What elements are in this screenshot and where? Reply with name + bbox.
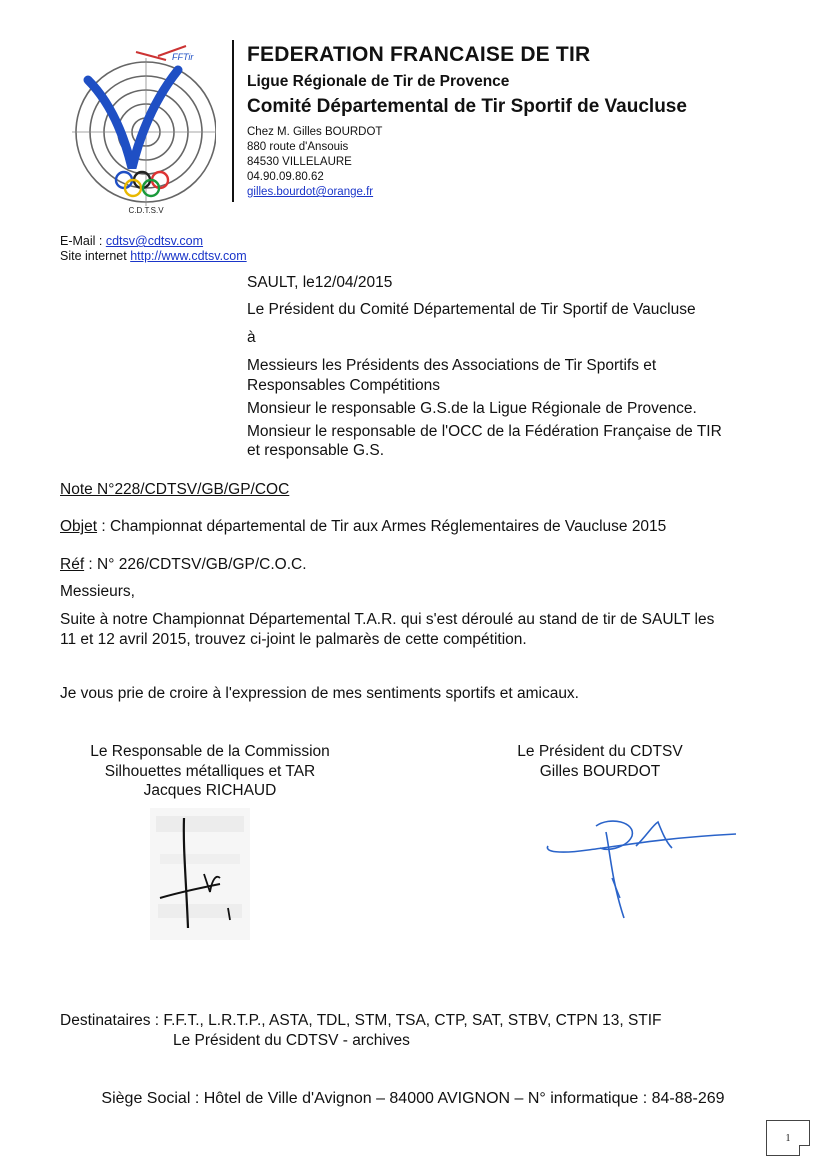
recipient-line: Monsieur le responsable G.S.de la Ligue Régionale de Provence. (247, 400, 697, 417)
header-email-link[interactable]: gilles.bourdot@orange.fr (247, 186, 374, 198)
signatory-left (40, 742, 380, 801)
destinataires-line: Destinataires : F.F.T., L.R.T.P., ASTA, TDL, STM, TSA, CTP, SAT, STBV, CTPN 13, STIF (60, 1012, 662, 1029)
svg-text:FFTir: FFTir (172, 52, 194, 62)
signatory-name: Gilles BOURDOT (539, 762, 661, 780)
objet-line (60, 517, 666, 537)
place-date: SAULT, le12/04/2015 (247, 274, 393, 291)
address-line: Chez M. Gilles BOURDOT (247, 126, 383, 138)
recipient-line: Monsieur le responsable de l'OCC de la Fédération Française de TIR (247, 423, 722, 440)
signatory-title: Le Président du CDTSV (517, 743, 683, 760)
body-line: 11 et 12 avril 2015, trouvez ci-joint le palmarès de cette compétition. (60, 631, 527, 648)
cdtsv-logo (66, 40, 216, 218)
to-word: à (247, 329, 256, 346)
comite-title: Comité Départemental de Tir Sportif de Vaucluse (247, 96, 687, 117)
letterhead (247, 42, 687, 200)
ref-line (60, 555, 307, 575)
body-line: Suite à notre Championnat Départemental T.A.R. qui s'est déroulé au stand de tir de SAULT les (60, 611, 715, 628)
objet-label: Objet (60, 518, 98, 535)
signature-richaud (150, 808, 250, 940)
signatory-right (480, 742, 720, 781)
signature-bourdot (540, 812, 740, 924)
closing-line: Je vous prie de croire à l'expression de mes sentiments sportifs et amicaux. (60, 685, 579, 702)
recipient-line: Responsables Compétitions (247, 377, 440, 394)
address-line: 880 route d'Ansouis (247, 141, 349, 153)
page-number: 1 (766, 1120, 810, 1156)
ligue-title: Ligue Régionale de Tir de Provence (247, 73, 510, 90)
contact-email-link[interactable]: cdtsv@cdtsv.com (105, 234, 204, 248)
header-divider (232, 40, 234, 202)
website-link[interactable]: http://www.cdtsv.com (130, 249, 247, 263)
address-line: 84530 VILLELAURE (247, 156, 352, 168)
siege-social: Siège Social : Hôtel de Ville d'Avignon – 84000 AVIGNON – N° informatique : 84-88-269 (101, 1090, 725, 1107)
address-block (247, 125, 687, 200)
note-reference: Note N°228/CDTSV/GB/GP/COC (60, 481, 290, 498)
recipient-line: et responsable G.S. (247, 442, 384, 459)
ref-label: Réf (60, 556, 85, 573)
signatory-name: Jacques RICHAUD (143, 782, 277, 799)
signatory-title: Silhouettes métalliques et TAR (104, 762, 316, 780)
salutation: Messieurs, (60, 583, 135, 600)
logo-caption: C.D.T.S.V (128, 206, 164, 215)
federation-title: FEDERATION FRANCAISE DE TIR (247, 43, 591, 66)
destinataires-line: Le Président du CDTSV - archives (173, 1032, 410, 1049)
objet-text: : Championnat départemental de Tir aux Armes Réglementaires de Vaucluse 2015 (97, 518, 667, 535)
sender-line: Le Président du Comité Départemental de Tir Sportif de Vaucluse (247, 301, 696, 318)
email-label: E-Mail : (60, 234, 106, 248)
ref-text: : N° 226/CDTSV/GB/GP/C.O.C. (84, 556, 307, 573)
site-label: Site internet (60, 249, 131, 263)
signatory-title: Le Responsable de la Commission (90, 743, 330, 760)
phone-number: 04.90.09.80.62 (247, 171, 324, 183)
contact-block (60, 234, 247, 264)
recipient-line: Messieurs les Présidents des Associations de Tir Sportifs et (247, 357, 657, 374)
